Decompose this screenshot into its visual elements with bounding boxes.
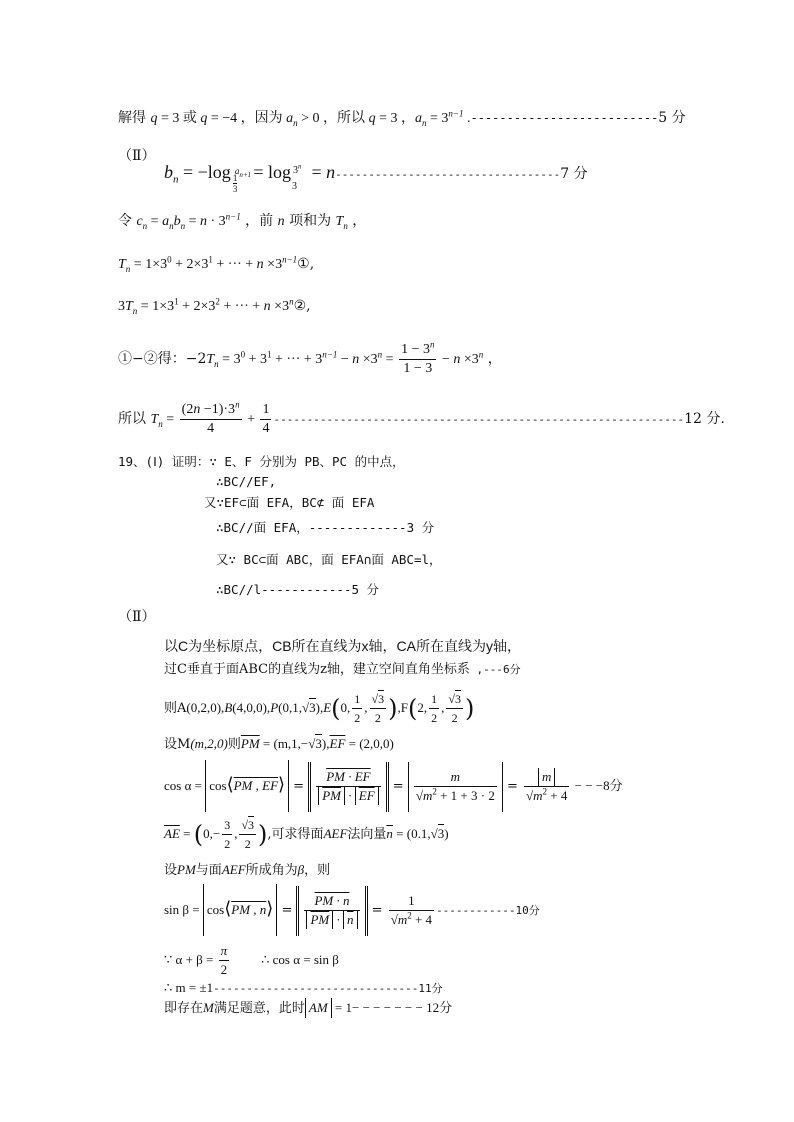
- fraction: $\frac{1}{2}$: [431, 692, 438, 725]
- fraction: $\frac{(2n -1)\cdot 3^n}{4}$: [181, 398, 240, 436]
- solution-line-q: 解得 q = 3 或 q = −4 ，因为 $a_n > 0$ ，所以 q = 3 ，$a_n = 3^{n-1}$ .--------------------------5 分: [118, 108, 686, 128]
- angle-beta-line: 设PM与面AEF所成角为β，则: [164, 862, 331, 878]
- coord-setup-2: 过C垂直于面ABC的直线为z轴，建立空间直角坐标系 ,---6分: [164, 662, 521, 677]
- q19-line-4: ∴BC//面 EFA，-------------3 分: [216, 520, 435, 535]
- coordinates-line: 则A(0,2,0),B(4,0,0),P(0,1, √ 3),E(0, $\frac{1}{2}$ , √ $\frac{3}{2}$ ),F(2, $\frac{1}{2}$ , √ $\frac{3}{2}$ ): [164, 688, 474, 728]
- coord-setup-1: 以C为坐标原点，CB所在直线为x轴，CA所在直线为y轴，: [164, 638, 522, 654]
- fraction: 1 √ $m^2 + 4$: [389, 892, 434, 929]
- tn-result: 所以 $T_n$ = $\frac{(2n -1)\cdot 3^n}{4}$ + $\frac{1}{4}$ --------------------------------------------------------------12 分.: [118, 398, 725, 436]
- fraction: √ $\frac{3}{2}$: [370, 690, 387, 727]
- part-2b-label: （Ⅱ）: [118, 609, 156, 625]
- fraction: √ $\frac{3}{2}$: [446, 690, 463, 727]
- set-m-line: 设M(m,2,0)则$\overline{PM} = (m,1,-$ √ $3),\overline{EF} = (2,0,0)$: [164, 734, 394, 755]
- fraction: √ $\frac{3}{2}$: [239, 816, 256, 853]
- conclusion-line: 即存在M满足题意，此时 AM = 1− − − − − − − 12分: [164, 1000, 453, 1016]
- q19-line-6: ∴BC//l------------5 分: [216, 582, 380, 597]
- cn-definition: 令 $c_n = a_nb_n = n \cdot 3^{n-1}$ ，前 n 项和为 $T_n$ ，: [118, 211, 367, 231]
- fraction: $\frac{PM \cdot EF}{\overline{PM} \cdot \overline{EF}}$: [316, 768, 380, 805]
- subtraction-step: ①−②得：$-2T_n = 3^0 + 3^1$ + ··· + $3^{n-1} - n \times 3^n$ = $\frac{1 - 3^n}{1 - 3}$ − $n \times 3^n$ ，: [118, 338, 502, 376]
- fraction: $\frac{3}{2}$: [224, 818, 231, 851]
- q19-line-3: 又∵EF⊂面 EFA，BC⊄ 面 EFA: [204, 495, 375, 510]
- q19-line-5: 又∵ BC⊂面 ABC，面 EFA∩面 ABC=l，: [216, 552, 442, 567]
- alpha-beta-line: ∵ α + β = $\frac{\pi}{2}$ ∴ cos α = sin β: [164, 943, 339, 977]
- q19-line-2: ∴BC//EF,: [216, 474, 277, 489]
- sin-beta-line: sin β = cos⟨PM , n⟩ = $\frac{PM \cdot n}{\overline{PM} \cdot \overline{n}}$ = 1 √ $m^2 + 4$ ------------10分: [164, 884, 540, 934]
- fraction: m √ $m^2 + 4$: [524, 768, 569, 805]
- ae-normal-line: $\overline{AE} = (0,-$ $\frac{3}{2}$ , √ $\frac{3}{2}$ ),可求得面AEF法向量$\overline{n} = (0.1$, √ 3): [164, 814, 449, 854]
- cos-alpha-line: cos α = cos⟨PM , EF⟩ = $\frac{PM \cdot EF}{\overline{PM} \cdot \overline{EF}}$ = m √ $m^2 + 1 + 3 \cdot 2$ = m √ $m^2 + 4$ − − −8分: [164, 760, 623, 810]
- fraction: $\frac{1}{4}$: [262, 401, 270, 436]
- q19-line-1: 19、(Ⅰ) 证明：∵ E、F 分别为 PB、PC 的中点，: [118, 454, 405, 469]
- fraction: m √ $m^2 + 1 + 3 \cdot 2$: [414, 768, 497, 805]
- bn-formula: $b_n = -\log$ $a_{n+1}$ 1 3 = log 3$^n$ 3 = n----------------------------------7 分: [164, 162, 588, 194]
- fraction: $\frac{1}{2}$: [354, 692, 361, 725]
- m-value-line: ∴ m = ±1-------------------------------11分: [164, 980, 443, 995]
- part-2-label: （Ⅱ）: [118, 148, 156, 164]
- fraction: $\frac{1 - 3^n}{1 - 3}$: [401, 338, 435, 376]
- tn-sum: $T_n = 1\times 3^0 + 2\times 3^1$ + ··· + $n \times 3^{n-1}①$,: [118, 254, 315, 274]
- 3tn-sum: $3T_n = 1\times 3^1 + 2\times 3^2$ + ··· + $n \times 3^n②$,: [118, 296, 311, 316]
- fraction: $\frac{\pi}{2}$: [220, 943, 228, 977]
- fraction: $\frac{PM \cdot n}{\overline{PM} \cdot \overline{n}}$: [304, 892, 359, 929]
